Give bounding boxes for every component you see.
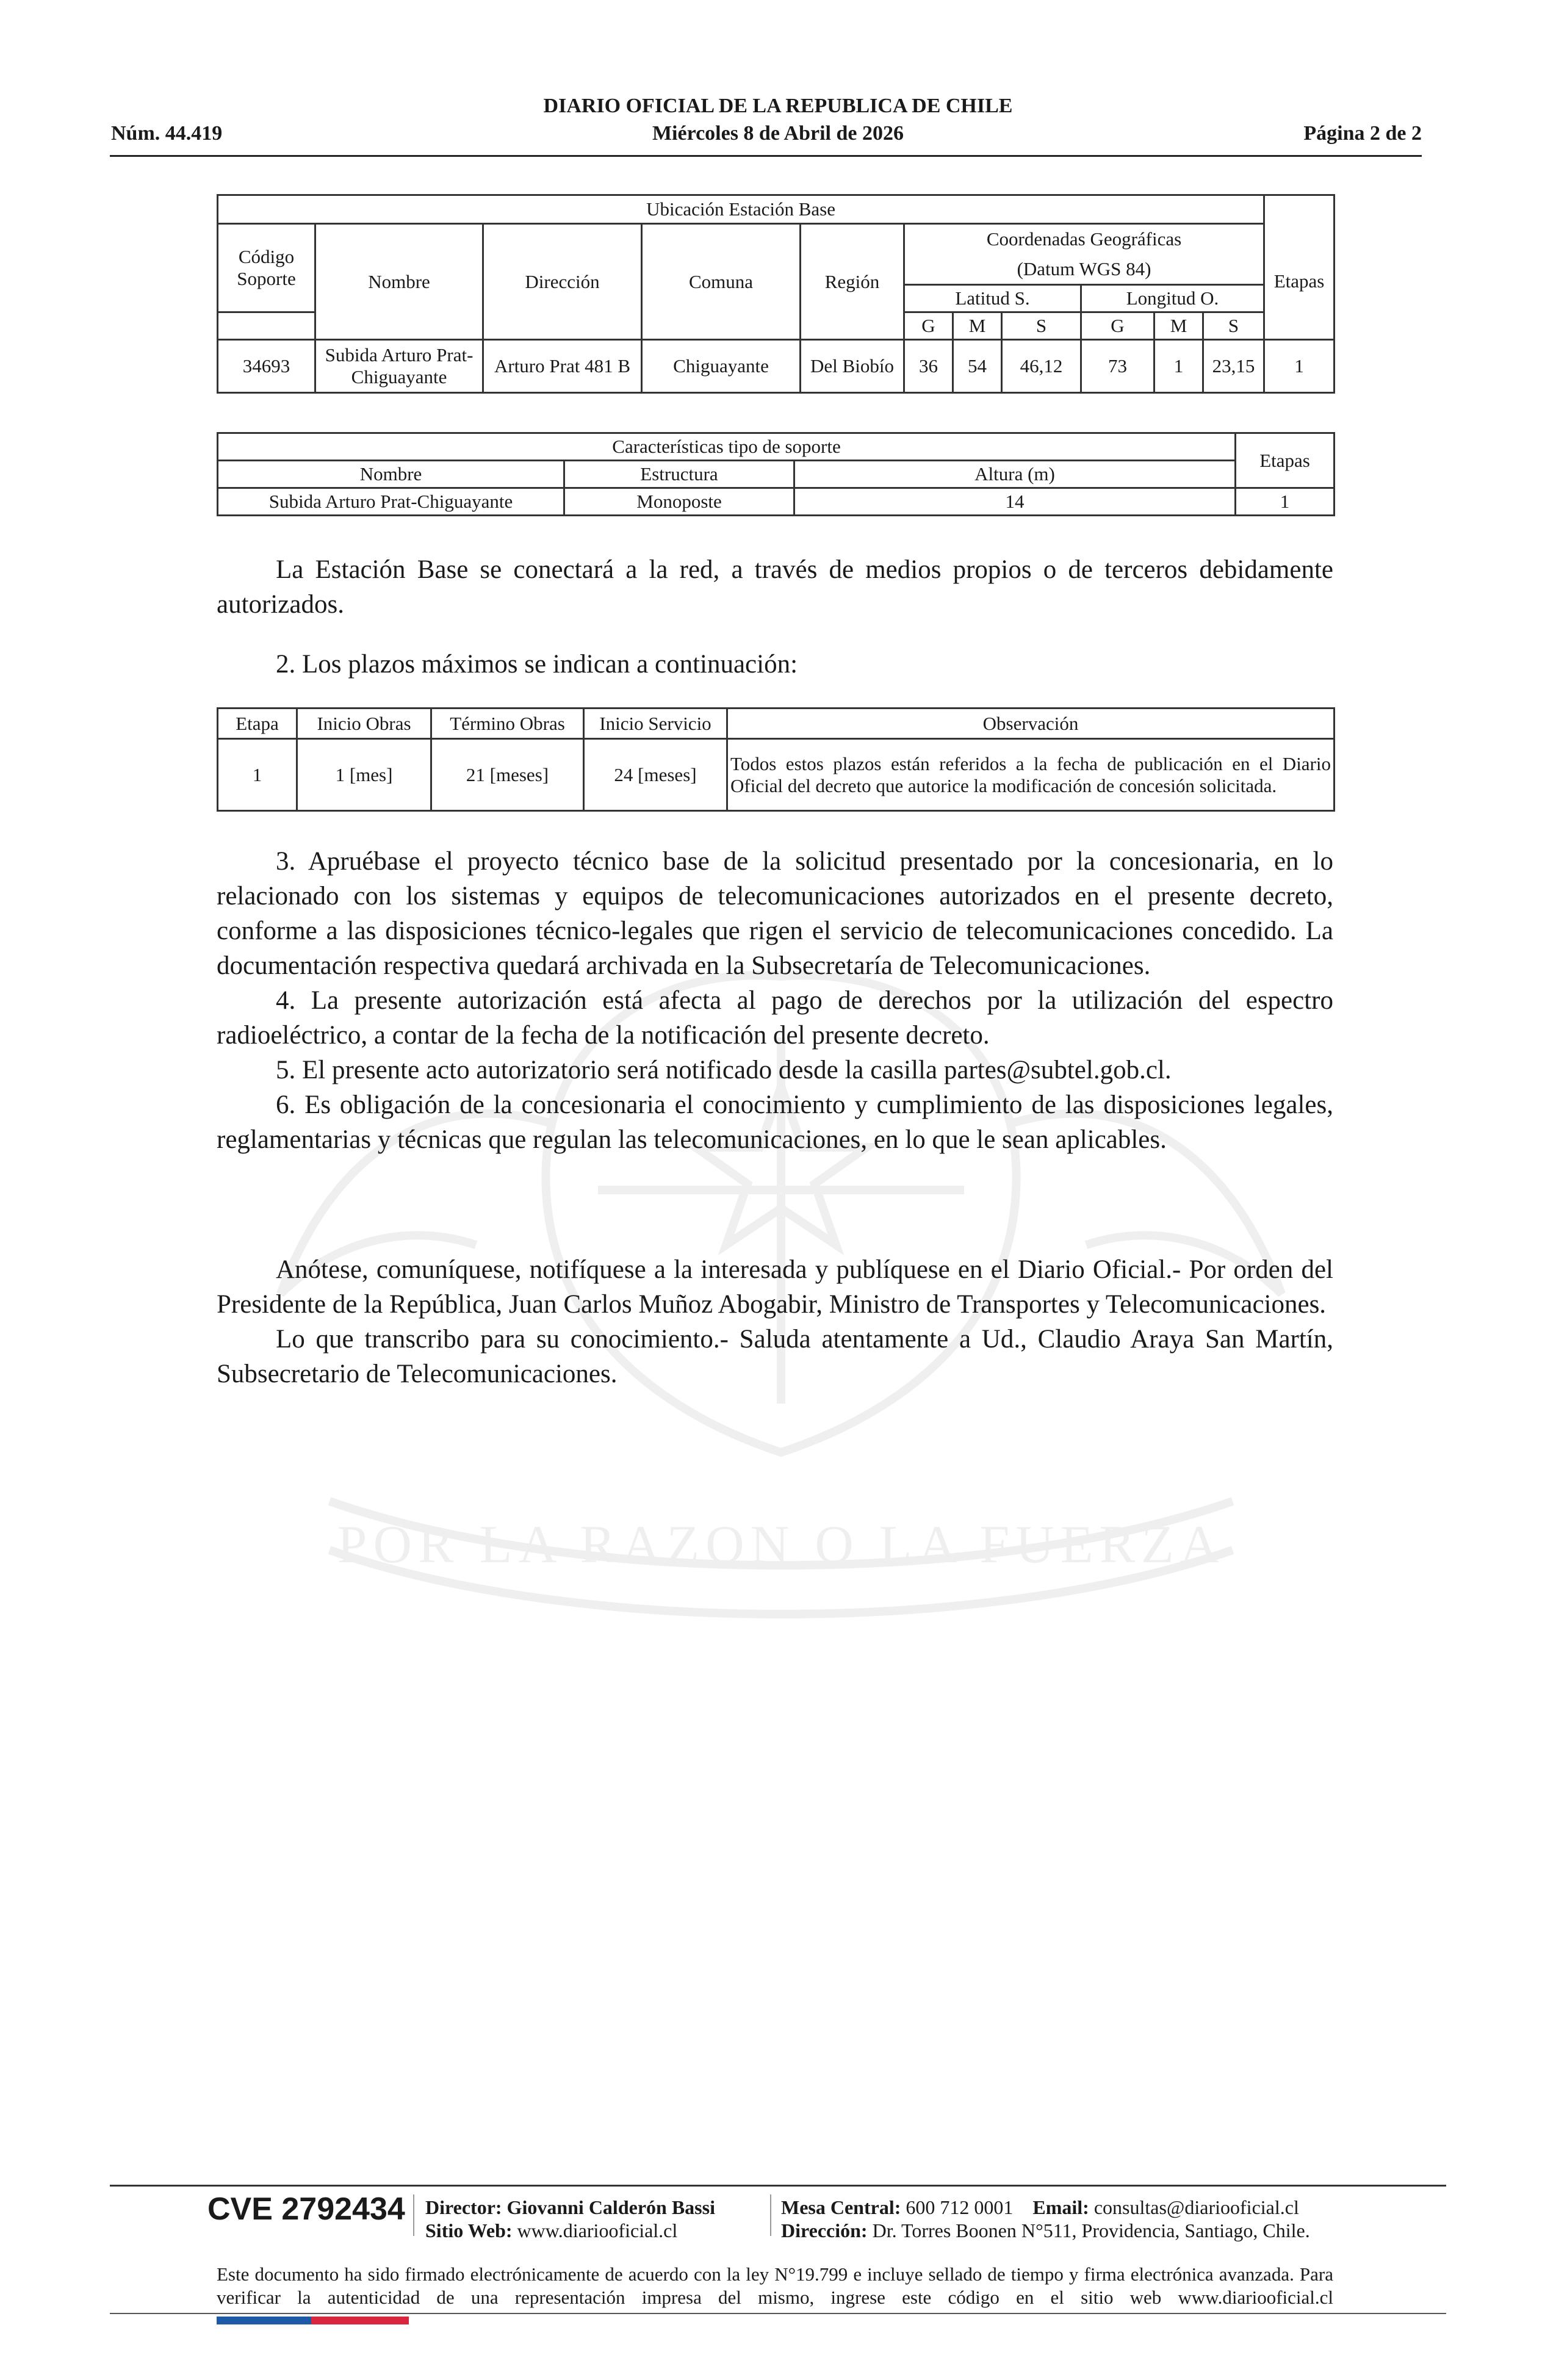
support-type-table (217, 432, 1335, 516)
col-codigo-soporte: Código Soporte (218, 224, 315, 312)
issue-number: Núm. 44.419 (111, 122, 223, 145)
paragraph-deadlines-intro: 2. Los plazos máximos se indican a continuación: (276, 650, 798, 679)
electronic-signature-notice: Este documento ha sido firmado electrónicamente de acuerdo con la ley N°19.799 e incluye sellado de tiempo y firma electrónica avanzada. Para verificar la autenticidad de una representación impresa del mismo, ingrese este código en el sitio web www.diariooficial.cl (217, 2263, 1333, 2308)
coords-datum: (Datum WGS 84) (904, 254, 1264, 285)
footer-divider (110, 2185, 1446, 2187)
latitude-header: Latitud S. (904, 285, 1081, 312)
website-link[interactable]: www.diariooficial.cl (517, 2220, 678, 2241)
col-direccion: Dirección (483, 224, 642, 340)
lon-s-header: S (1203, 312, 1264, 340)
cell-observacion: Todos estos plazos están referidos a la fecha de publicación en el Diario Oficial del decreto que autorice la modificación de concesión solicitada. (727, 739, 1334, 811)
paragraph-6: 6. Es obligación de la concesionaria el conocimiento y cumplimiento de las disposiciones legales, reglamentarias y técnicas que regulan las telecomunicaciones, en lo que le sean aplicables. (217, 1091, 1333, 1154)
body-text (217, 844, 1333, 1157)
watermark-motto: POR LA RAZON O LA FUERZA (337, 1515, 1225, 1574)
cell-lon-m: 1 (1154, 340, 1203, 393)
flag-stripe-blue (217, 2317, 311, 2324)
lon-m-header: M (1154, 312, 1203, 340)
col-inicio-obras: Inicio Obras (297, 709, 431, 739)
header-divider (110, 155, 1422, 157)
col-etapas: Etapas (1264, 224, 1334, 340)
cell-lat-g: 36 (904, 340, 953, 393)
cell-region: Del Biobío (801, 340, 904, 393)
footer-bottom-rule (110, 2313, 1446, 2314)
lon-g-header: G (1081, 312, 1154, 340)
col-etapas-2: Etapas (1236, 433, 1334, 488)
cve-code: CVE 2792434 (207, 2191, 405, 2227)
location-group-header: Ubicación Estación Base (218, 195, 1264, 224)
footer-director-block: Director: Giovanni Calderón Bassi Sitio Web: www.diariooficial.cl (425, 2196, 715, 2241)
col-nombre-2: Nombre (218, 461, 564, 488)
deadlines-table (217, 707, 1335, 812)
col-estructura: Estructura (564, 461, 794, 488)
cell-inicio-obras: 1 [mes] (297, 739, 431, 811)
col-comuna: Comuna (642, 224, 801, 340)
cell-nombre: Subida Arturo Prat-Chiguayante (315, 340, 483, 393)
email-link[interactable]: consultas@diariooficial.cl (1093, 2196, 1299, 2218)
flag-stripe-red (311, 2317, 409, 2324)
cell-inicio-servicio: 24 [meses] (584, 739, 727, 811)
table-row (218, 488, 1334, 516)
support-group-header: Características tipo de soporte (218, 433, 1236, 461)
col-termino-obras: Término Obras (431, 709, 584, 739)
footer-separator (413, 2194, 414, 2236)
longitude-header: Longitud O. (1081, 285, 1264, 312)
cell-etapa: 1 (218, 739, 297, 811)
base-station-location-table (217, 194, 1335, 394)
col-altura: Altura (m) (794, 461, 1236, 488)
cell-altura: 14 (794, 488, 1236, 516)
page-indicator: Página 2 de 2 (1303, 122, 1422, 145)
col-inicio-servicio: Inicio Servicio (584, 709, 727, 739)
lat-m-header: M (953, 312, 1002, 340)
address: Dr. Torres Boonen N°511, Providencia, Santiago, Chile. (872, 2220, 1310, 2241)
closing-text (217, 1252, 1333, 1391)
lat-s-header: S (1002, 312, 1081, 340)
coords-title: Coordenadas Geográficas (904, 224, 1264, 254)
paragraph-signature: Lo que transcribo para su conocimiento.- Saluda atentamente a Ud., Claudio Araya San Martín, Subsecretario de Telecomunicaciones. (217, 1325, 1333, 1388)
cell-lon-s: 23,15 (1203, 340, 1264, 393)
col-region: Región (801, 224, 904, 340)
newspaper-title: DIARIO OFICIAL DE LA REPUBLICA DE CHILE (543, 95, 1013, 117)
cell-lat-s: 46,12 (1002, 340, 1081, 393)
footer-separator (770, 2194, 771, 2236)
cell-comuna: Chiguayante (642, 340, 801, 393)
table-row (218, 340, 1334, 393)
cell-codigo: 34693 (218, 340, 315, 393)
issue-date: Miércoles 8 de Abril de 2026 (652, 122, 904, 145)
footer-contact-block: Mesa Central: 600 712 0001 Email: consultas@diariooficial.cl Dirección: Dr. Torres Boonen N°511, Providencia, Santiago, Chile. (781, 2196, 1310, 2241)
cell-etapas-2: 1 (1236, 488, 1334, 516)
cell-nombre-2: Subida Arturo Prat-Chiguayante (218, 488, 564, 516)
cell-etapas: 1 (1264, 340, 1334, 393)
paragraph-5: 5. El presente acto autorizatorio será notificado desde la casilla partes@subtel.gob.cl. (276, 1056, 1172, 1084)
paragraph-connection: La Estación Base se conectará a la red, a través de medios propios o de terceros debidamente autorizados. (217, 555, 1333, 619)
paragraph-4: 4. La presente autorización está afecta al pago de derechos por la utilización del espectro radioeléctrico, a contar de la fecha de la notificación del presente decreto. (217, 986, 1333, 1050)
paragraph-closing: Anótese, comuníquese, notifíquese a la interesada y publíquese en el Diario Oficial.- Por orden del Presidente de la República, Juan Carlos Muñoz Abogabir, Ministro de Transportes y Telecomunicaciones. (217, 1255, 1333, 1319)
lat-g-header: G (904, 312, 953, 340)
cell-termino-obras: 21 [meses] (431, 739, 584, 811)
cell-estructura: Monoposte (564, 488, 794, 516)
cell-lon-g: 73 (1081, 340, 1154, 393)
col-nombre: Nombre (315, 224, 483, 340)
table-row (218, 739, 1334, 811)
cell-lat-m: 54 (953, 340, 1002, 393)
paragraph-3: 3. Apruébase el proyecto técnico base de la solicitud presentado por la concesionaria, en lo relacionado con los sistemas y equipos de telecomunicaciones autorizados en el presente decreto, conforme a las disposiciones técnico-legales que rigen el servicio de telecomunicaciones concedido. La documentación respectiva quedará archivada en la Subsecretaría de Telecomunicaciones. (217, 847, 1333, 980)
col-etapa: Etapa (218, 709, 297, 739)
cell-direccion: Arturo Prat 481 B (483, 340, 642, 393)
phone-number: 600 712 0001 (906, 2196, 1014, 2218)
col-observacion: Observación (727, 709, 1334, 739)
director-name: Giovanni Calderón Bassi (506, 2196, 715, 2218)
